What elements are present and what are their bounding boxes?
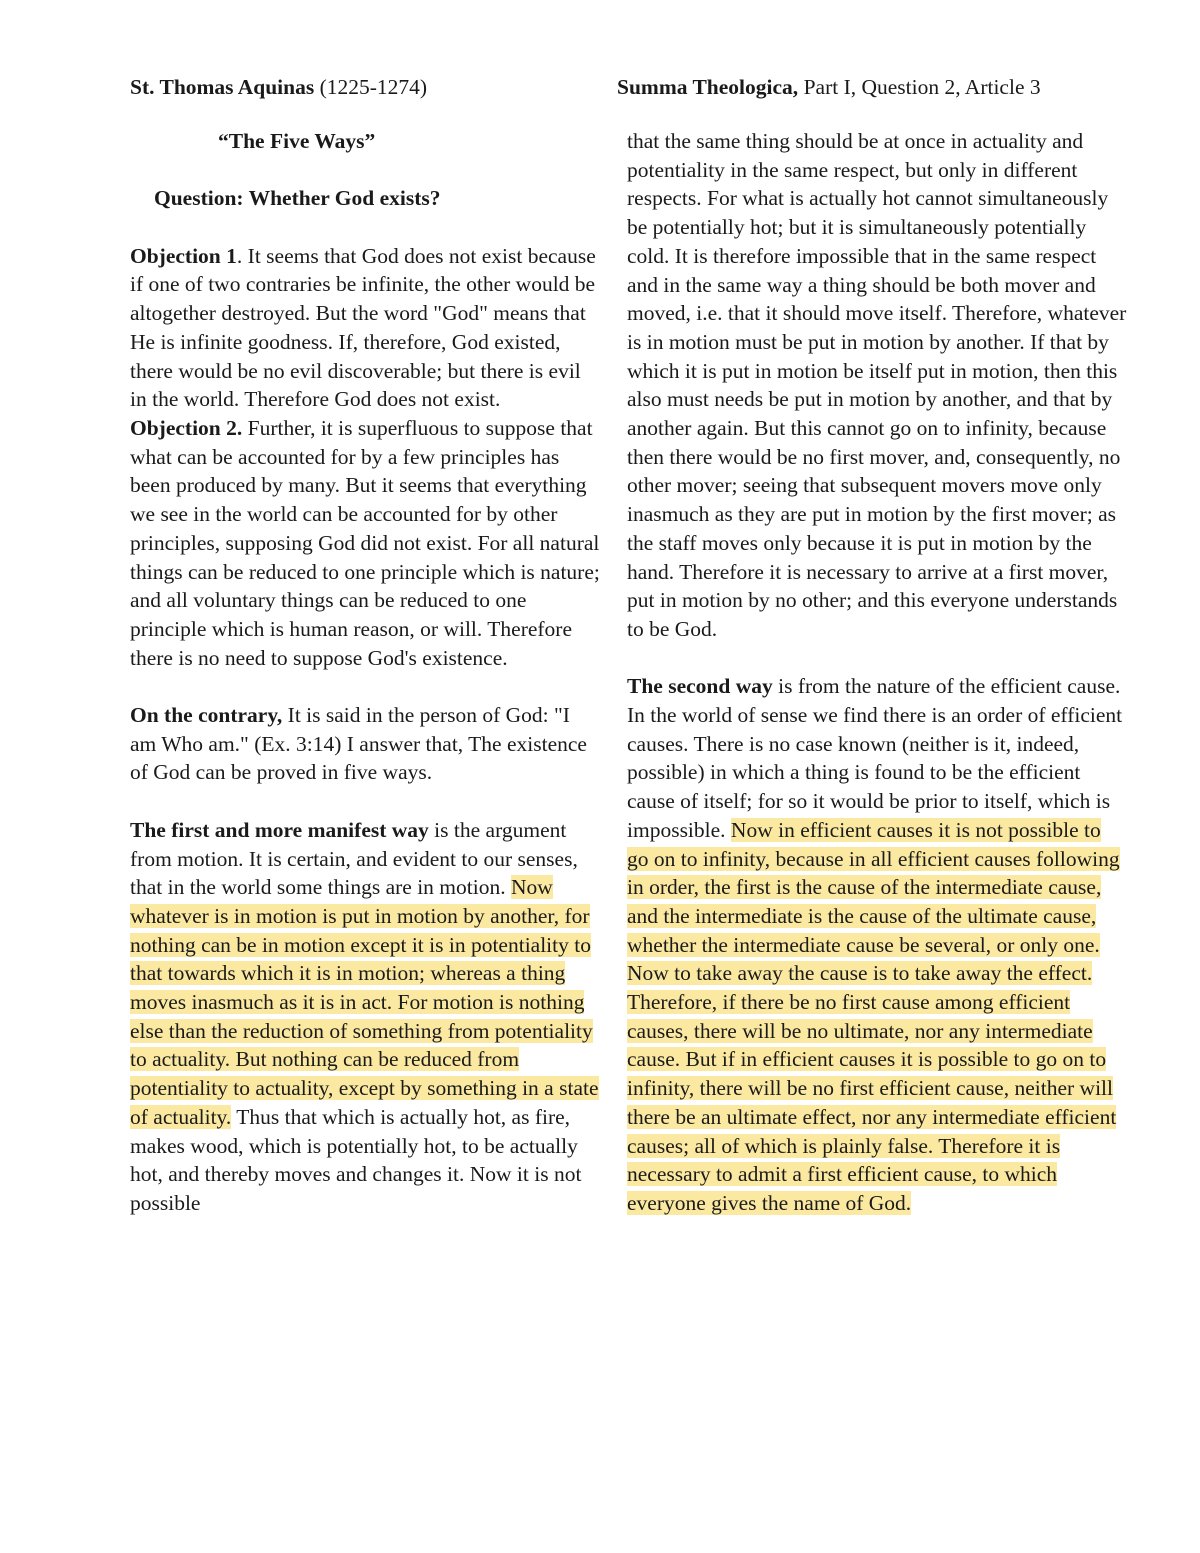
header-author [130, 73, 427, 101]
question-heading: Question: Whether God exists? [154, 186, 441, 211]
second-way-label: The second way [627, 674, 773, 699]
first-way-rest: Thus that which is actually hot, as fire, makes wood, which is potentially hot, to be actually hot, and thereby moves and changes it. Now it is not possible [130, 1104, 582, 1215]
author-name: St. Thomas Aquinas [130, 75, 315, 99]
objection-2-text: Further, it is superfluous to suppose that what can be accounted for by a few principles has been produced by many. But it seems that everything we see in the world can be accounted for by other principles, supposing God did not exist. For all natural things can be reduced to one principle which is nature; and all voluntary things can be reduced to one principle which is human reason, or will. Therefore there is no need to suppose God's existence. [130, 416, 600, 670]
right-column [627, 127, 1127, 1218]
objection-1 [130, 242, 600, 414]
objection-1-label: Objection 1 [130, 243, 237, 268]
on-the-contrary-text: It is said in the person of God: "I am Who am." (Ex. 3:14) I answer that, The existence of God can be proved in five ways. [130, 703, 587, 785]
objection-2 [130, 414, 600, 672]
first-way-highlight: Now whatever is in motion is put in motion by another, for nothing can be in motion except it is in potentiality to that towards which it is in motion; whereas a thing moves inasmuch as it is in act. For motion is nothing else than the reduction of something from potentiality to actuality. But nothing can be reduced from potentiality to actuality, except by something in a state of actuality. [130, 875, 599, 1129]
first-way-label: The first and more manifest way [130, 817, 429, 842]
second-way-highlight: Now in efficient causes it is not possible to go on to infinity, because in all efficient causes following in order, the first is the cause of the intermediate cause, and the intermediate is the cause of the ultimate cause, whether the intermediate cause be several, or only one. Now to take away the cause is to take away the effect. Therefore, if there be no first cause among efficient causes, there will be no ultimate, nor any intermediate cause. But if in efficient causes it is possible to go on to infinity, there will be no first efficient cause, neither will there be an ultimate effect, nor any intermediate efficient causes; all of which is plainly false. Therefore it is necessary to admit a first efficient cause, to which everyone gives the name of God. [627, 817, 1120, 1215]
objection-2-label: Objection 2. [130, 416, 243, 440]
work-title: Summa Theologica, [617, 75, 799, 99]
on-the-contrary-label: On the contrary, [130, 703, 283, 728]
first-way-continued: that the same thing should be at once in actuality and potentiality in the same respect, but only in different respects. For what is actually hot cannot simultaneously be potentially hot; but it is simultaneously potentially cold. It is therefore impossible that in the same respect and in the same way a thing should be both mover and moved, i.e. that it should move itself. Therefore, whatever is in motion must be put in motion by another. If that by which it is put in motion be itself put in motion, then this also must needs be put in motion by another, and that by another again. But this cannot go on to infinity, because then there would be no first mover, and, consequently, no other mover; seeing that subsequent movers move only inasmuch as they are put in motion by the first mover; as the staff moves only because it is put in motion by the hand. Therefore it is necessary to arrive at a first mover, put in motion by no other; and this everyone understands to be God. [627, 129, 1127, 641]
first-way [130, 816, 600, 1218]
first-way-intro: is the argument from motion. It is certain, and evident to our senses, that in the world some things are in motion. [130, 817, 578, 900]
objection-1-text: . It seems that God does not exist because if one of two contraries be infinite, the other would be altogether destroyed. But the word "God" means that He is infinite goodness. If, therefore, God existed, there would be no evil discoverable; but there is evil in the world. Therefore God does not exist. [130, 243, 596, 412]
author-dates: (1225-1274) [314, 75, 428, 99]
left-column [130, 127, 600, 1218]
on-the-contrary [130, 701, 600, 787]
header-reference [617, 73, 1041, 101]
second-way [627, 672, 1127, 1217]
document-title: “The Five Ways” [218, 129, 376, 153]
second-way-intro: is from the nature of the efficient cause. In the world of sense we find there is an order of efficient causes. There is no case known (neither is it, indeed, possible) in which a thing is found to be the efficient cause of itself; for so it would be prior to itself, which is impossible. [627, 674, 1123, 842]
work-reference: Part I, Question 2, Article 3 [798, 75, 1041, 99]
